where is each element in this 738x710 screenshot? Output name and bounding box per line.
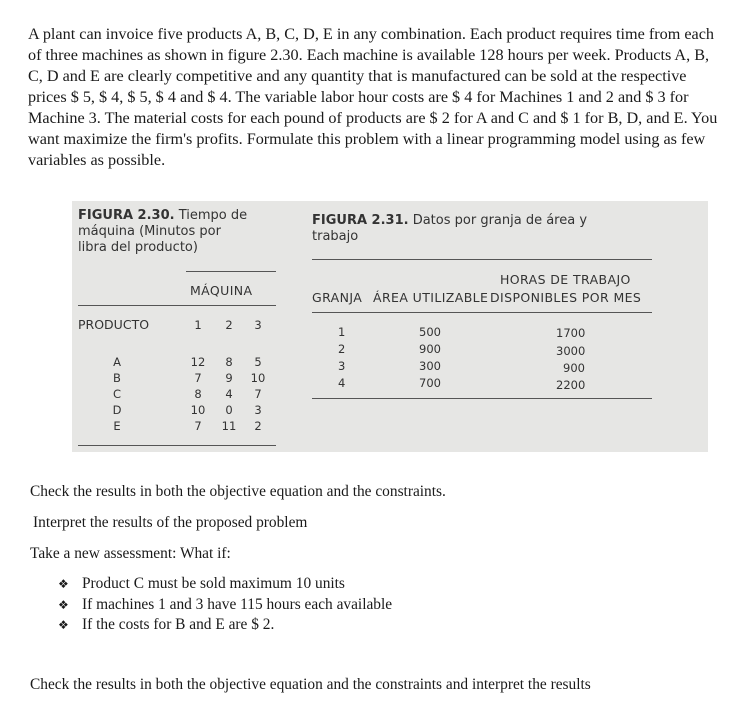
time-b-3: 10 <box>250 371 266 385</box>
hours-1: 1700 <box>556 326 586 340</box>
figure-231-title-rest: Datos por granja de área y <box>412 213 588 228</box>
time-e-1: 7 <box>194 419 202 433</box>
product-b: B <box>113 371 121 385</box>
figure-230-title-line1 <box>78 208 247 224</box>
what-if-list <box>58 574 392 636</box>
farm-3: 3 <box>338 359 346 373</box>
area-3: 300 <box>419 359 441 373</box>
figure-230-title-line2: máquina (Minutos por <box>78 224 221 239</box>
farm-header-hours: DISPONIBLES POR MES <box>490 290 642 305</box>
figure-231-title-line1 <box>312 213 587 229</box>
time-a-2: 8 <box>225 355 233 369</box>
hours-2: 3000 <box>556 344 586 358</box>
product-header: PRODUCTO <box>78 317 150 332</box>
time-c-1: 8 <box>194 387 202 401</box>
product-d: D <box>112 403 122 417</box>
farm-header-granja: GRANJA <box>312 290 363 305</box>
farm-header-area: ÁREA UTILIZABLE <box>373 290 489 305</box>
farm-header-top: HORAS DE TRABAJO <box>500 272 631 287</box>
task-assessment: Take a new assessment: What if: <box>30 545 231 562</box>
product-e: E <box>113 419 121 433</box>
hours-3: 900 <box>563 361 585 375</box>
machine-col-2: 2 <box>225 318 233 332</box>
product-a: A <box>113 355 121 369</box>
farm-1: 1 <box>338 325 346 339</box>
what-if-2: If machines 1 and 3 have 115 hours each available <box>82 595 393 613</box>
figure-230-label: FIGURA 2.30. <box>78 208 175 223</box>
machine-col-1: 1 <box>194 318 202 332</box>
figure-230-title-line3: libra del producto) <box>78 240 198 255</box>
time-e-2: 11 <box>221 419 237 433</box>
time-c-3: 7 <box>254 387 262 401</box>
area-1: 500 <box>419 325 441 339</box>
diamond-bullet-icon: ❖ <box>58 597 69 612</box>
machine-header: MÁQUINA <box>190 283 253 298</box>
time-d-3: 3 <box>254 403 262 417</box>
list-item <box>58 615 392 636</box>
diamond-bullet-icon: ❖ <box>58 577 69 591</box>
problem-paragraph: A plant can invoice five products A, B, C, D, E in any combination. Each product requires time from each of three machines as shown in figure 2.30. Each machine is available 128 hours per week. Products A, B, C, D and E are clearly competitive and any quantity that is manufactured can be sold at the respective prices $ 5, $ 4, $ 5, $ 4 and $ 4. The variable labor hour costs are $ 4 for Machines 1 and 2 and $ 3 for Machine 3. The material costs for each pound of products are $ 2 for A and C and $ 1 for B, D, and E. You want maximize the firm's profits. Formulate this problem with a linear programming model using as few variables as possible. <box>28 25 718 169</box>
task-check-and-interpret: Check the results in both the objective equation and the constraints and interpret the results <box>30 676 591 693</box>
figure-230-title-rest: Tiempo de <box>178 208 248 223</box>
time-d-1: 10 <box>190 403 206 417</box>
machine-col-3: 3 <box>254 318 262 332</box>
area-2: 900 <box>419 342 441 356</box>
farm-4: 4 <box>338 376 346 390</box>
list-item <box>58 595 392 616</box>
figure-231-label: FIGURA 2.31. <box>312 213 409 228</box>
figure-230-rule-top <box>186 271 276 272</box>
figure-231-rule-mid <box>312 312 652 313</box>
figure-231-rule-bottom <box>312 398 652 399</box>
time-a-3: 5 <box>254 355 262 369</box>
product-c: C <box>112 387 122 401</box>
time-e-3: 2 <box>254 419 262 433</box>
area-4: 700 <box>419 376 441 390</box>
time-b-2: 9 <box>225 371 233 385</box>
farm-2: 2 <box>338 342 346 356</box>
time-c-2: 4 <box>225 387 233 401</box>
figure-231-rule-top <box>312 259 652 260</box>
time-d-2: 0 <box>225 403 233 417</box>
figure-231-title-line2: trabajo <box>312 229 359 244</box>
figure-230-rule-bottom <box>78 445 276 446</box>
time-a-1: 12 <box>190 355 206 369</box>
task-interpret: Interpret the results of the proposed problem <box>33 514 308 531</box>
figure-230-rule-mid <box>78 305 276 306</box>
time-b-1: 7 <box>194 371 202 385</box>
hours-4: 2200 <box>556 378 586 392</box>
what-if-3: If the costs for B and E are $ 2. <box>82 616 275 633</box>
task-check-results: Check the results in both the objective equation and the constraints. <box>30 483 446 500</box>
diamond-bullet-icon: ❖ <box>58 618 69 632</box>
list-item <box>58 574 392 595</box>
what-if-1: Product C must be sold maximum 10 units <box>82 575 345 592</box>
scanned-figures <box>72 201 708 452</box>
